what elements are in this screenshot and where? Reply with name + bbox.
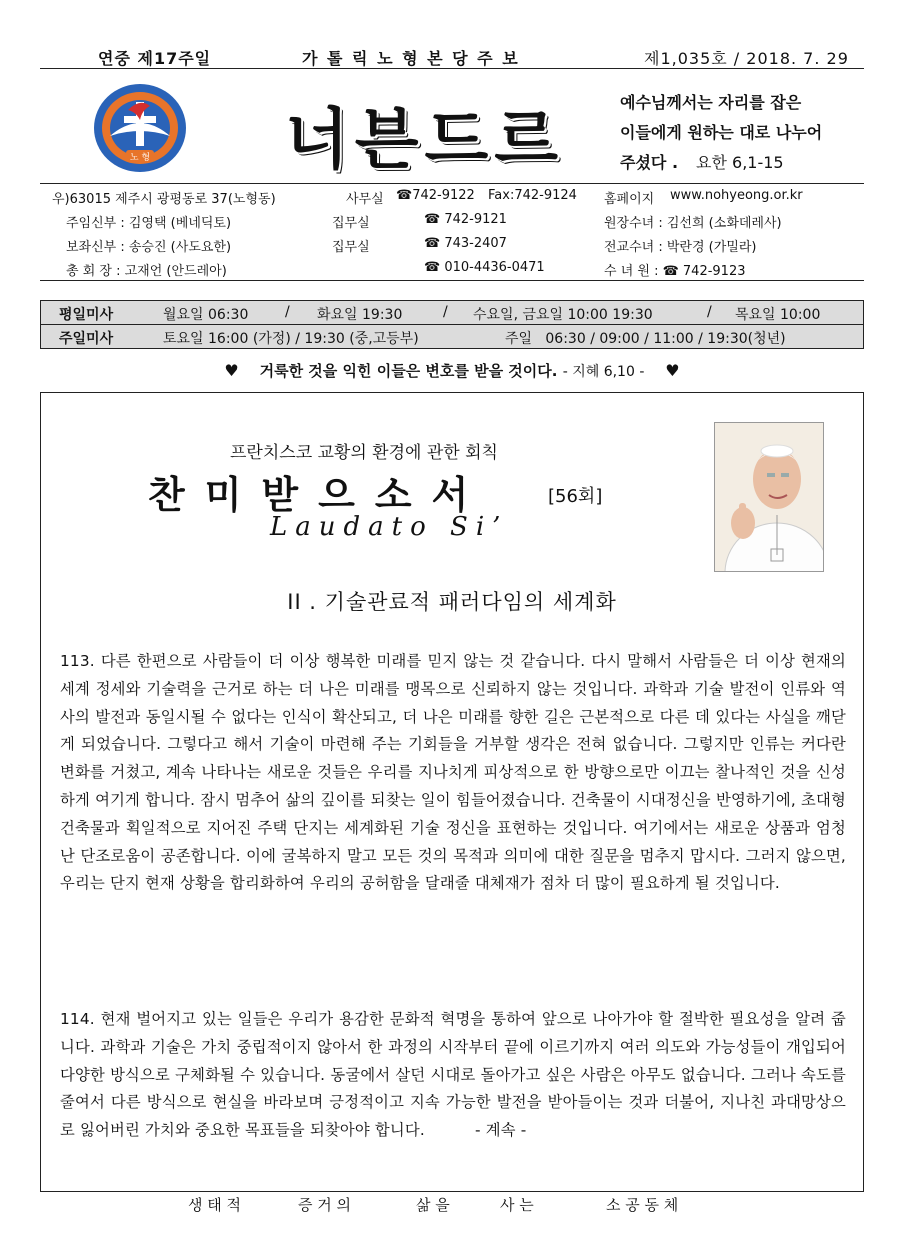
heart-icon: ♥ bbox=[224, 361, 239, 380]
pastor-room-label: 집무실 bbox=[332, 216, 370, 231]
verse-reference: 요한 6,1-15 bbox=[696, 153, 784, 172]
footer-word-4: 사 는 bbox=[500, 1196, 534, 1214]
pope-photo bbox=[714, 422, 824, 572]
president-tel: ☎ 010-4436-0471 bbox=[424, 260, 545, 275]
heart-icon: ♥ bbox=[665, 361, 680, 380]
quote-source: - 지혜 6,10 - bbox=[562, 364, 645, 380]
mass-schedule bbox=[40, 300, 864, 349]
sunday-mass-2: 주일 06:30 / 09:00 / 11:00 / 19:30(청년) bbox=[505, 331, 786, 347]
assistant-tel: ☎ 743-2407 bbox=[424, 236, 507, 251]
footer-word-5: 소 공 동 체 bbox=[606, 1196, 679, 1214]
convent: 수 녀 원 : ☎ 742-9123 bbox=[604, 264, 746, 279]
issue-info: 제1,035호 / 2018. 7. 29 bbox=[644, 49, 849, 68]
pastor: 주임신부 : 김영택 (베네딕토) bbox=[66, 216, 232, 231]
logo-text: 노 형 bbox=[129, 153, 151, 163]
parish-logo bbox=[92, 80, 188, 176]
weekday-mass-4: 목요일 10:00 bbox=[735, 307, 821, 323]
verse-line-1: 예수님께서는 자리를 잡은 bbox=[620, 93, 802, 112]
footer-word-2: 증 거 의 bbox=[298, 1196, 352, 1214]
sister-catechist: 전교수녀 : 박란경 (가밀라) bbox=[604, 240, 757, 255]
fax: Fax:742-9124 bbox=[488, 188, 577, 203]
latin-title: Laudato Si’ bbox=[270, 512, 509, 542]
weekday-mass-row bbox=[41, 301, 863, 324]
paragraph-114 bbox=[60, 1006, 846, 1145]
masthead-title: 너븐드르 bbox=[285, 101, 565, 178]
assistant-priest: 보좌신부 : 송승진 (사도요한) bbox=[66, 240, 232, 255]
pastor-tel: ☎ 742-9121 bbox=[424, 212, 507, 227]
sunday-mass-1: 토요일 16:00 (가정) / 19:30 (중,고등부) bbox=[163, 331, 419, 347]
sunday-mass-row bbox=[41, 324, 863, 348]
sunday-mass-label: 주일미사 bbox=[59, 331, 114, 347]
sep-3: / bbox=[707, 304, 712, 320]
weekday-mass-2: 화요일 19:30 bbox=[317, 307, 403, 323]
installment-count: [56회] bbox=[548, 486, 603, 507]
verse-line-3: 주셨다 . bbox=[620, 153, 679, 172]
paragraph-113: 113. 다른 한편으로 사람들이 더 이상 행복한 미래를 믿지 않는 것 같습니다. 다시 말해서 사람들은 더 이상 현재의 세계 정세와 기술력을 근거로 하는 더 나은 미래를 맹목으로 신뢰하지 않는 것입니다. 과학과 기술 발전이 인류와 역사의 발전과 동일시될 수 없다는 인식이 확산되고, 더 나은 미래를 향한 길은 근본적으로 다른 데 있다는 사실을 깨닫게 되었습니다. 그렇다고 해서 기술이 마련해 주는 기회들을 거부할 생각은 전혀 없습니다. 그렇지만 인류는 커다란 변화를 거쳤고, 계속 나타나는 새로운 것들은 우리를 지나치게 피상적으로 한 방향으로만 이끄는 찰나적인 것을 신성하게 여기게 합니다. 잠시 멈추어 삶의 깊이를 되찾는 일이 힘들어졌습니다. 건축물이 시대정신을 반영하기에, 초대형 건축물과 획일적으로 지어진 주택 단지는 세계화된 기술 정신을 표현하는 것입니다. 여기에서는 새로운 상품과 엄청난 단조로움이 공존합니다. 이에 굴복하지 말고 모든 것의 목적과 의미에 대한 질문을 멈추지 맙시다. 그러지 않으면, 우리는 단지 현재 상황을 합리화하여 우리의 공허함을 달래줄 대체재가 점차 더 많이 필요하게 될 것입니다. bbox=[60, 652, 846, 893]
article-subtitle: 프란치스코 교황의 환경에 관한 회칙 bbox=[230, 443, 498, 463]
homepage-label: 홈페이지 bbox=[604, 192, 655, 207]
weekday-mass-label: 평일미사 bbox=[59, 307, 114, 323]
sister-superior: 원장수녀 : 김선희 (소화데레사) bbox=[604, 216, 782, 231]
quote-text: 거룩한 것을 익힌 이들은 변호를 받을 것이다. bbox=[259, 362, 558, 380]
parish-info bbox=[40, 183, 864, 281]
homepage-link[interactable]: www.nohyeong.or.kr bbox=[670, 188, 803, 203]
bulletin-name: 가 톨 릭 노 형 본 당 주 보 bbox=[302, 49, 520, 68]
header-bar bbox=[40, 42, 864, 69]
footer-word-1: 생 태 적 bbox=[188, 1196, 242, 1214]
weekday-mass-1: 월요일 06:30 bbox=[163, 307, 249, 323]
office-tel: ☎742-9122 bbox=[396, 188, 475, 203]
continued-marker: - 계속 - bbox=[474, 1121, 527, 1140]
sep-2: / bbox=[443, 304, 448, 320]
assistant-room-label: 집무실 bbox=[332, 240, 370, 255]
verse-line-2: 이들에게 원하는 대로 나누어 bbox=[620, 123, 823, 142]
address: 우)63015 제주시 광평동로 37(노형동) bbox=[52, 192, 276, 207]
paragraph-114-text: 114. 현재 벌어지고 있는 일들은 우리가 용감한 문화적 혁명을 통하여 앞으로 나아가야 할 절박한 필요성을 알려 줍니다. 과학과 기술은 가치 중립적이지 않아서 한 과정의 시작부터 끝에 이르기까지 여러 의도와 가능성들이 개입되어 다양한 방식으로 구체화될 수 있습니다. 동굴에서 살던 시대로 돌아가고 싶은 사람은 아무도 없습니다. 그러나 속도를 줄여서 다른 방식으로 현실을 바라보며 긍정적이고 지속 가능한 발전을 받아들이는 것과 더불어, 지나친 과대망상으로 잃어버린 가치와 중요한 목표들을 되찾아야 합니다. bbox=[60, 1010, 846, 1140]
article-title: 찬미받으소서 bbox=[148, 473, 489, 517]
scripture-quote bbox=[40, 360, 864, 381]
liturgical-week: 연중 제17주일 bbox=[98, 49, 212, 68]
council-president: 총 회 장 : 고재언 (안드레아) bbox=[66, 264, 227, 279]
footer-word-3: 삶 을 bbox=[416, 1196, 450, 1214]
gospel-verse bbox=[620, 88, 860, 178]
section-heading: II . 기술관료적 패러다임의 세계화 bbox=[287, 590, 617, 614]
sep-1: / bbox=[285, 304, 290, 320]
office-label: 사무실 bbox=[346, 192, 384, 207]
weekday-mass-3: 수요일, 금요일 10:00 19:30 bbox=[473, 307, 653, 323]
